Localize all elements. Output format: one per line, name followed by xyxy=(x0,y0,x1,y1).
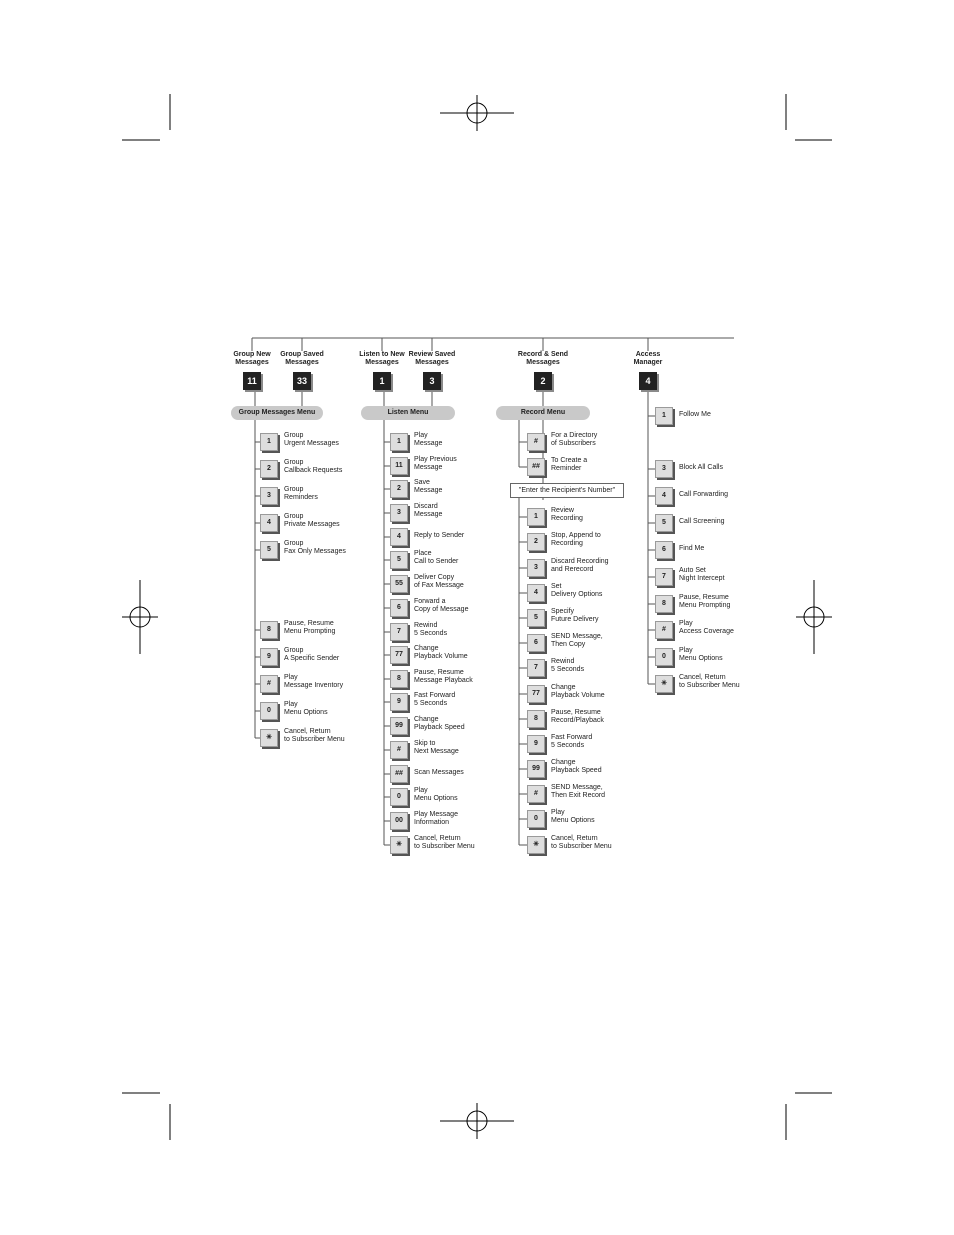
option-label: Cancel, Return to Subscriber Menu xyxy=(414,835,475,850)
keypad-key: 5 xyxy=(527,609,545,627)
option-record-8 xyxy=(527,709,667,729)
option-listen-15 xyxy=(390,787,530,807)
option-label: Play Menu Options xyxy=(551,809,595,824)
option-access-6 xyxy=(655,594,795,614)
option-listen-2 xyxy=(390,479,530,499)
option-record-6 xyxy=(527,658,667,678)
option-record-10 xyxy=(527,759,667,779)
option-label: Group A Specific Sender xyxy=(284,647,340,662)
option-label: Discard Recording and Rerecord xyxy=(551,558,609,573)
keypad-key: 9 xyxy=(260,648,278,666)
keypad-key: 6 xyxy=(655,541,673,559)
option-label: Play Access Coverage xyxy=(679,620,734,635)
keypad-key: 2 xyxy=(260,460,278,478)
keypad-key: ✳ xyxy=(655,675,673,693)
option-group-1 xyxy=(260,459,400,479)
option-label: Change Playback Speed xyxy=(414,716,465,731)
keypad-key: # xyxy=(390,741,408,759)
enter-recipient-number-prompt: "Enter the Recipient's Number" xyxy=(510,483,624,498)
keypad-key: 1 xyxy=(655,407,673,425)
option-label: Cancel, Return to Subscriber Menu xyxy=(284,728,345,743)
keypad-key: 1 xyxy=(527,508,545,526)
keypad-key: ✳ xyxy=(390,836,408,854)
keypad-key: 1 xyxy=(390,433,408,451)
option-label: To Create a Reminder xyxy=(551,457,588,472)
option-label: Fast Forward 5 Seconds xyxy=(414,692,456,707)
option-label: Block All Calls xyxy=(679,464,723,471)
header-group-new: Group New Messages xyxy=(233,351,271,366)
option-label: Play Menu Options xyxy=(414,787,458,802)
option-record-13 xyxy=(527,835,667,855)
option-group-3 xyxy=(260,513,400,533)
option-listen-3 xyxy=(390,503,530,523)
keypad-key: 9 xyxy=(527,735,545,753)
header-key-record-send: 2 xyxy=(534,372,552,390)
header-key-group-new: 11 xyxy=(243,372,261,390)
option-listen-11 xyxy=(390,692,530,712)
header-review-saved: Review Saved Messages xyxy=(408,351,456,366)
option-listen-7 xyxy=(390,598,530,618)
option-listen-1 xyxy=(390,456,530,476)
option-label: Scan Messages xyxy=(414,769,464,776)
option-record-0 xyxy=(527,507,667,527)
group-messages-menu-label: Group Messages Menu xyxy=(231,406,323,420)
option-listen-13 xyxy=(390,740,530,760)
keypad-key: 8 xyxy=(655,595,673,613)
keypad-key: 8 xyxy=(527,710,545,728)
option-access-1 xyxy=(655,459,795,479)
option-label: Pause, Resume Menu Prompting xyxy=(679,594,731,609)
keypad-key: 6 xyxy=(527,634,545,652)
option-label: Find Me xyxy=(679,545,705,552)
option-access-0 xyxy=(655,406,795,426)
option-label: Reply to Sender xyxy=(414,532,465,539)
option-group-0 xyxy=(260,432,400,452)
keypad-key: 3 xyxy=(260,487,278,505)
option-label: Pause, Resume Menu Prompting xyxy=(284,620,336,635)
option-label: Fast Forward 5 Seconds xyxy=(551,734,593,749)
option-label: Play Menu Options xyxy=(679,647,723,662)
option-group-4 xyxy=(260,540,400,560)
option-label: Review Recording xyxy=(551,507,583,522)
option-label: Call Screening xyxy=(679,518,725,525)
option-record-12 xyxy=(527,809,667,829)
keypad-key: 6 xyxy=(390,599,408,617)
option-group-5 xyxy=(260,620,400,640)
keypad-key: 4 xyxy=(390,528,408,546)
option-label: Rewind 5 Seconds xyxy=(414,622,448,637)
option-access-5 xyxy=(655,567,795,587)
option-label: Play Message Inventory xyxy=(284,674,344,689)
record-menu-label: Record Menu xyxy=(496,406,590,420)
option-label: Deliver Copy of Fax Message xyxy=(414,574,464,589)
keypad-key: 00 xyxy=(390,812,408,830)
header-group-saved: Group Saved Messages xyxy=(280,351,324,366)
option-label: Pause, Resume Record/Playback xyxy=(551,709,604,724)
option-listen-9 xyxy=(390,645,530,665)
option-label: Place Call to Sender xyxy=(414,550,459,565)
listen-menu-label: Listen Menu xyxy=(361,406,455,420)
keypad-key: 0 xyxy=(390,788,408,806)
keypad-key: 77 xyxy=(527,685,545,703)
header-listen-new: Listen to New Messages xyxy=(359,351,405,366)
option-label: Specify Future Delivery xyxy=(551,608,599,623)
keypad-key: ## xyxy=(390,765,408,783)
keypad-key: 3 xyxy=(655,460,673,478)
option-listen-5 xyxy=(390,550,530,570)
option-record-7 xyxy=(527,684,667,704)
option-label: Play Message xyxy=(414,432,443,447)
option-record-5 xyxy=(527,633,667,653)
keypad-key: 7 xyxy=(527,659,545,677)
keypad-key: 5 xyxy=(390,551,408,569)
keypad-key: 9 xyxy=(390,693,408,711)
option-access-9 xyxy=(655,674,795,694)
keypad-key: 1 xyxy=(260,433,278,451)
option-record-9 xyxy=(527,734,667,754)
keypad-key: 77 xyxy=(390,646,408,664)
option-listen-0 xyxy=(390,432,530,452)
keypad-key: 4 xyxy=(527,584,545,602)
keypad-key: 7 xyxy=(390,623,408,641)
option-group-7 xyxy=(260,674,400,694)
keypad-key: # xyxy=(527,433,545,451)
keypad-key: 55 xyxy=(390,575,408,593)
keypad-key: 0 xyxy=(655,648,673,666)
keypad-key: 0 xyxy=(260,702,278,720)
option-listen-16 xyxy=(390,811,530,831)
option-record-2 xyxy=(527,558,667,578)
option-label: Set Delivery Options xyxy=(551,583,603,598)
keypad-key: 4 xyxy=(260,514,278,532)
option-access-4 xyxy=(655,540,795,560)
header-access-manager: Access Manager xyxy=(633,351,663,366)
option-label: Discard Message xyxy=(414,503,443,518)
keypad-key: 8 xyxy=(260,621,278,639)
keypad-key: 11 xyxy=(390,457,408,475)
option-access-7 xyxy=(655,620,795,640)
option-label: Rewind 5 Seconds xyxy=(551,658,585,673)
option-label: Follow Me xyxy=(679,411,711,418)
option-label: Auto Set Night Intercept xyxy=(679,567,725,582)
option-listen-8 xyxy=(390,622,530,642)
option-listen-10 xyxy=(390,669,530,689)
option-label: Stop, Append to Recording xyxy=(551,532,601,547)
option-label: Skip to Next Message xyxy=(414,740,459,755)
option-label: Cancel, Return to Subscriber Menu xyxy=(679,674,740,689)
header-key-listen-new: 1 xyxy=(373,372,391,390)
option-record_top-1 xyxy=(527,457,667,477)
option-label: SEND Message, Then Copy xyxy=(551,633,603,648)
keypad-key: 99 xyxy=(390,717,408,735)
option-record-3 xyxy=(527,583,667,603)
option-listen-4 xyxy=(390,527,530,547)
keypad-key: ✳ xyxy=(527,836,545,854)
option-group-9 xyxy=(260,728,400,748)
option-label: SEND Message, Then Exit Record xyxy=(551,784,606,799)
option-label: Group Reminders xyxy=(284,486,318,501)
option-label: Play Menu Options xyxy=(284,701,328,716)
option-label: Cancel, Return to Subscriber Menu xyxy=(551,835,612,850)
keypad-key: # xyxy=(655,621,673,639)
option-label: Save Message xyxy=(414,479,443,494)
option-label: Group Urgent Messages xyxy=(284,432,339,447)
keypad-key: 7 xyxy=(655,568,673,586)
option-label: Group Callback Requests xyxy=(284,459,343,474)
option-label: Forward a Copy of Message xyxy=(414,598,469,613)
option-record-1 xyxy=(527,532,667,552)
keypad-key: ✳ xyxy=(260,729,278,747)
option-access-2 xyxy=(655,486,795,506)
option-label: Pause, Resume Message Playback xyxy=(414,669,473,684)
option-group-6 xyxy=(260,647,400,667)
option-label: Change Playback Volume xyxy=(414,645,468,660)
option-label: Group Fax Only Messages xyxy=(284,540,346,555)
keypad-key: # xyxy=(260,675,278,693)
option-access-3 xyxy=(655,513,795,533)
keypad-key: 0 xyxy=(527,810,545,828)
header-record-send: Record & Send Messages xyxy=(517,351,569,366)
keypad-key: # xyxy=(527,785,545,803)
option-label: Call Forwarding xyxy=(679,491,729,498)
keypad-key: 4 xyxy=(655,487,673,505)
keypad-key: 3 xyxy=(527,559,545,577)
header-key-group-saved: 33 xyxy=(293,372,311,390)
keypad-key: 2 xyxy=(390,480,408,498)
header-key-access-manager: 4 xyxy=(639,372,657,390)
keypad-key: 2 xyxy=(527,533,545,551)
header-key-review-saved: 3 xyxy=(423,372,441,390)
option-listen-12 xyxy=(390,716,530,736)
option-label: Change Playback Speed xyxy=(551,759,602,774)
keypad-key: 8 xyxy=(390,670,408,688)
keypad-key: 99 xyxy=(527,760,545,778)
option-group-8 xyxy=(260,701,400,721)
option-label: For a Directory of Subscribers xyxy=(551,432,598,447)
option-listen-14 xyxy=(390,764,530,784)
option-record_top-0 xyxy=(527,432,667,452)
option-label: Group Private Messages xyxy=(284,513,340,528)
option-listen-6 xyxy=(390,574,530,594)
option-label: Change Playback Volume xyxy=(551,684,605,699)
option-group-2 xyxy=(260,486,400,506)
keypad-key: 5 xyxy=(655,514,673,532)
option-record-4 xyxy=(527,608,667,628)
option-label: Play Previous Message xyxy=(414,456,457,471)
keypad-key: 5 xyxy=(260,541,278,559)
option-label: Play Message Information xyxy=(414,811,458,826)
option-record-11 xyxy=(527,784,667,804)
keypad-key: 3 xyxy=(390,504,408,522)
option-access-8 xyxy=(655,647,795,667)
option-listen-17 xyxy=(390,835,530,855)
keypad-key: ## xyxy=(527,458,545,476)
